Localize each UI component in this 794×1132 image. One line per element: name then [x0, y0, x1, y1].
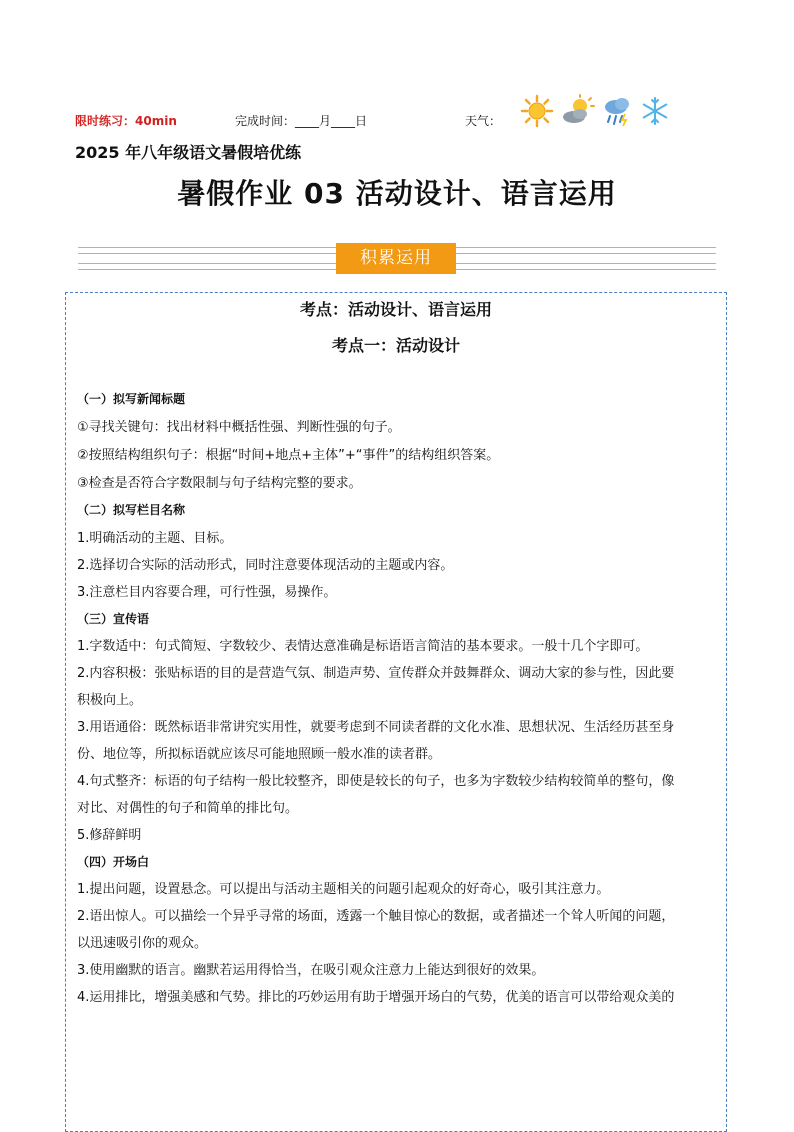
- partly-cloudy-icon: [560, 94, 596, 128]
- text-line: 3.使用幽默的语言。幽默若运用得恰当，在吸引观众注意力上能达到很好的效果。: [77, 963, 545, 978]
- section-heading: （一）拟写新闻标题: [77, 392, 186, 406]
- series-subtitle: 2025 年八年级语文暑假培优练: [75, 143, 302, 162]
- content-box: [65, 292, 727, 1132]
- text-line: 3.用语通俗：既然标语非常讲究实用性，就要考虑到不同读者群的文化水准、思想状况、生活经历甚至身: [77, 720, 675, 735]
- text-line: 4.句式整齐：标语的句子结构一般比较整齐，即使是较长的句子，也多为字数较少结构较简单的整句，像: [77, 774, 675, 789]
- text-line: ①寻找关键句：找出材料中概括性强、判断性强的句子。: [77, 420, 401, 435]
- text-line: 1.字数适中：句式简短、字数较少、表情达意准确是标语语言简洁的基本要求。一般十几个字即可。: [77, 639, 649, 654]
- text-line: 3.注意栏目内容要合理，可行性强，易操作。: [77, 585, 337, 600]
- text-line: 2.语出惊人。可以描绘一个异乎寻常的场面，透露一个触目惊心的数据，或者描述一个耸人听闻的问题，: [77, 909, 675, 924]
- text-line: 以迅速吸引你的观众。: [77, 936, 208, 951]
- rain-icon: [602, 94, 634, 128]
- text-line: 对比、对偶性的句子和简单的排比句。: [77, 801, 299, 816]
- kaodian-heading: 考点：活动设计、语言运用: [299, 300, 492, 319]
- snowflake-icon: [640, 94, 670, 128]
- text-line: 2.选择切合实际的活动形式，同时注意要体现活动的主题或内容。: [77, 558, 454, 573]
- sun-icon: [520, 94, 554, 128]
- text-line: 2.内容积极：张贴标语的目的是营造气氛、制造声势、宣传群众并鼓舞群众、调动大家的参与性，因此要: [77, 666, 675, 681]
- info-row: [75, 108, 725, 132]
- section-heading: （二）拟写栏目名称: [77, 503, 186, 517]
- text-line: 4.运用排比，增强美感和气势。排比的巧妙运用有助于增强开场白的气势，优美的语言可以带给观众美的: [77, 990, 675, 1005]
- time-limit: 限时练习：40min: [75, 114, 177, 128]
- section-heading: （四）开场白: [77, 855, 150, 869]
- section-heading: （三）宣传语: [77, 612, 150, 626]
- completion-time: 完成时间：____月____日: [235, 114, 368, 128]
- weather-label: 天气：: [465, 114, 502, 128]
- weather-icons: [520, 94, 680, 130]
- section-banner: [78, 243, 716, 275]
- kaodian-one-heading: 考点一：活动设计: [331, 336, 460, 355]
- text-line: 份、地位等，所拟标语就应该尽可能地照顾一般水准的读者群。: [77, 747, 442, 762]
- text-line: 5.修辞鲜明: [77, 828, 142, 843]
- text-line: 1.明确活动的主题、目标。: [77, 531, 233, 546]
- text-line: ②按照结构组织句子：根据“时间+地点+主体”+“事件”的结构组织答案。: [77, 448, 500, 463]
- text-line: ③检查是否符合字数限制与句子结构完整的要求。: [77, 476, 362, 491]
- page-title: 暑假作业 03 活动设计、语言运用: [177, 177, 617, 210]
- text-line: 1.提出问题，设置悬念。可以提出与活动主题相关的问题引起观众的好奇心，吸引其注意力。: [77, 882, 610, 897]
- banner-label: 积累运用: [336, 243, 456, 274]
- text-line: 积极向上。: [77, 693, 143, 708]
